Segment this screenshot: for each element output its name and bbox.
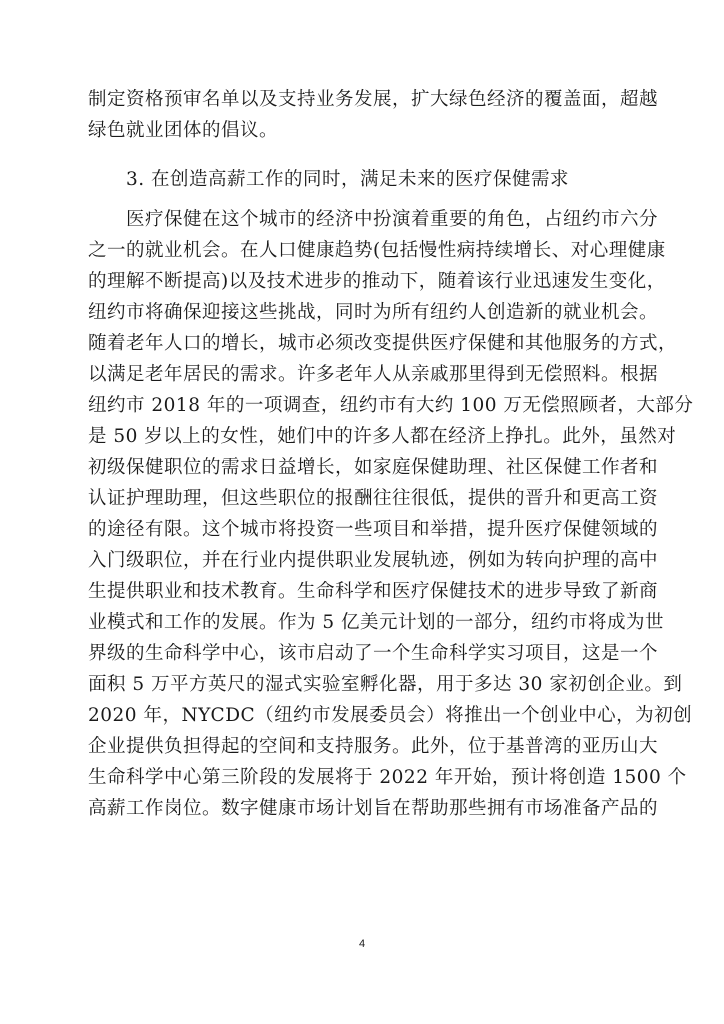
paragraph-2-line-9: 初级保健职位的需求日益增长，如家庭保健助理、社区保健工作者和 [88,457,659,478]
paragraph-2-line-20: 高薪工作岗位。数字健康市场计划旨在帮助那些拥有市场准备产品的 [88,798,659,819]
paragraph-2-line-5: 随着老年人口的增长，城市必须改变提供医疗保健和其他服务的方式， [88,333,678,354]
paragraph-2-line-1: 医疗保健在这个城市的经济中扮演着重要的角色，占纽约市六分 [126,209,659,230]
section-heading: 3. 在创造高薪工作的同时，满足未来的医疗保健需求 [126,169,570,190]
page-number: 4 [358,938,366,950]
paragraph-1-line-1: 制定资格预审名单以及支持业务发展，扩大绿色经济的覆盖面，超越 [88,89,659,110]
paragraph-1-line-2: 绿色就业团体的倡议。 [88,120,279,141]
paragraph-2-line-2: 之一的就业机会。在人口健康趋势(包括慢性病持续增长、对心理健康 [88,240,666,261]
paragraph-2-line-19: 生命科学中心第三阶段的发展将于 2022 年开始，预计将创造 1500 个 [88,767,687,788]
paragraph-2-line-4: 纽约市将确保迎接这些挑战，同时为所有纽约人创造新的就业机会。 [88,302,659,323]
paragraph-2-line-18: 企业提供负担得起的空间和支持服务。此外，位于基普湾的亚历山大 [88,736,659,757]
paragraph-2-line-11: 的途径有限。这个城市将投资一些项目和举措，提升医疗保健领域的 [88,519,659,540]
paragraph-2-line-14: 业模式和工作的发展。作为 5 亿美元计划的一部分，纽约市将成为世 [88,612,665,633]
paragraph-2-line-12: 入门级职位，并在行业内提供职业发展轨迹，例如为转向护理的高中 [88,550,659,571]
paragraph-2-line-13: 生提供职业和技术教育。生命科学和医疗保健技术的进步导致了新商 [88,581,659,602]
paragraph-2-line-16: 面积 5 万平方英尺的湿式实验室孵化器，用于多达 30 家初创企业。到 [88,674,683,695]
paragraph-2-line-17: 2020 年，NYCDC（纽约市发展委员会）将推出一个创业中心，为初创 [88,705,693,726]
paragraph-2-line-7: 纽约市 2018 年的一项调查，纽约市有大约 100 万无偿照顾者，大部分 [88,395,694,416]
paragraph-2-line-6: 以满足老年居民的需求。许多老年人从亲戚那里得到无偿照料。根据 [88,364,659,385]
paragraph-2-line-15: 界级的生命科学中心，该市启动了一个生命科学实习项目，这是一个 [88,643,659,664]
paragraph-2-line-8: 是 50 岁以上的女性，她们中的许多人都在经济上挣扎。此外，虽然对 [88,426,677,447]
paragraph-2-line-10: 认证护理助理，但这些职位的报酬往往很低，提供的晋升和更高工资 [88,488,659,509]
paragraph-2-line-3: 的理解不断提高)以及技术进步的推动下，随着该行业迅速发生变化， [88,271,666,292]
